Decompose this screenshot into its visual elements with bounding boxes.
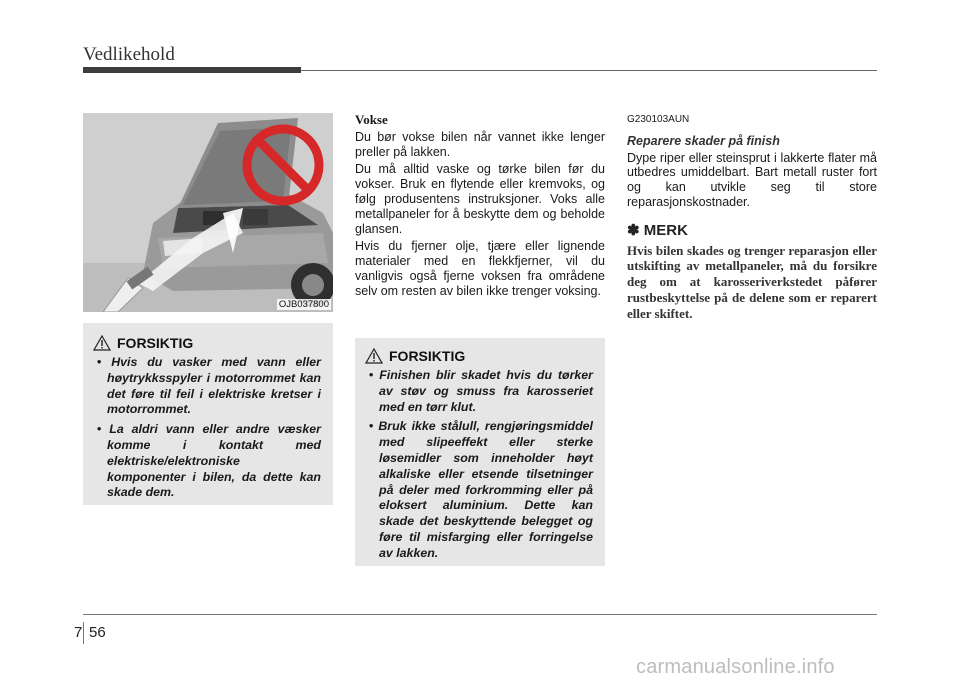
header-bar xyxy=(83,67,301,73)
caution-item: • La aldri vann eller andre væsker komme i kontakt med elektriske/elektroniske komponenter i bilen, da dette kan skade dem. xyxy=(93,422,321,501)
section-code: G230103AUN xyxy=(627,114,690,125)
header-rule xyxy=(301,70,877,71)
repair-title: Reparere skader på finish xyxy=(627,133,780,148)
note-text: Hvis bilen skades og trenger reparasjon eller utskifting av metallpaneler, må du forsikre deg om at karosseriverkstedet påfører rustbeskyttelse på de delene som er reparert eller skiftet. xyxy=(627,242,877,321)
caution-list xyxy=(93,355,321,501)
caution-title xyxy=(93,335,321,351)
wax-section xyxy=(355,113,605,302)
footer-divider xyxy=(83,622,84,644)
repair-section xyxy=(627,113,877,322)
figure-label: OJB037800 xyxy=(278,299,329,310)
caution-title-text: FORSIKTIG xyxy=(117,335,194,351)
caution-item: • Finishen blir skadet hvis du tørker av støv og smuss fra karosseriet med en tørr klut. xyxy=(365,368,593,415)
wax-paragraph: Hvis du fjerner olje, tjære eller lignende materialer med en flekkfjerner, vil du vanligvis også fjerne voksen fra områdene selv om resten av bilen ikke trenger voksing. xyxy=(355,239,605,298)
repair-text: Dype riper eller steinsprut i lakkerte flater må utbedres umiddelbart. Bart metall ruster fort og kan utvikle seg til store reparasjonskostnader. xyxy=(627,150,877,209)
note-title-text: MERK xyxy=(643,221,688,239)
caution-item: • Bruk ikke stålull, rengjøringsmiddel med slipeeffekt eller sterke løsemidler som inneholder høyt alkaliske eller etsende tilsetninger på deler med forkromming eller på eloksert aluminium. Dette kan skade det beskyttende belegget og føre til misfarging eller forringelse av lakken. xyxy=(365,419,593,561)
section-title: Vedlikehold xyxy=(83,44,175,65)
footer-rule xyxy=(83,614,877,615)
caution-box-left xyxy=(83,323,333,505)
caution-title xyxy=(365,348,593,364)
warning-triangle-icon xyxy=(365,348,383,364)
warning-triangle-icon xyxy=(93,335,111,351)
wax-heading: Vokse xyxy=(355,112,388,127)
caution-box-middle xyxy=(355,338,605,566)
note-title xyxy=(627,221,877,239)
car-hood-open-image xyxy=(83,113,333,312)
wax-paragraph: Du bør vokse bilen når vannet ikke lenger preller på lakken. xyxy=(355,129,605,159)
caution-title-text: FORSIKTIG xyxy=(389,348,466,364)
caution-list xyxy=(365,368,593,562)
caution-item: • Hvis du vasker med vann eller høytrykksspyler i motorrommet kan det føre til feil i elektriske kretser i motorrommet. xyxy=(93,355,321,418)
watermark: carmanualsonline.info xyxy=(636,656,835,678)
page-number: 56 xyxy=(89,624,106,641)
wax-paragraph: Du må alltid vaske og tørke bilen før du vokser. Bruk en flytende eller kremvoks, og følg produsentens instruksjoner. Voks alle metallpaneler for å beskytte dem og beholde glansen. xyxy=(355,162,605,236)
chapter-number: 7 xyxy=(74,624,83,641)
engine-wash-illustration xyxy=(83,113,333,312)
asterisk-icon: ✽ xyxy=(627,221,640,239)
